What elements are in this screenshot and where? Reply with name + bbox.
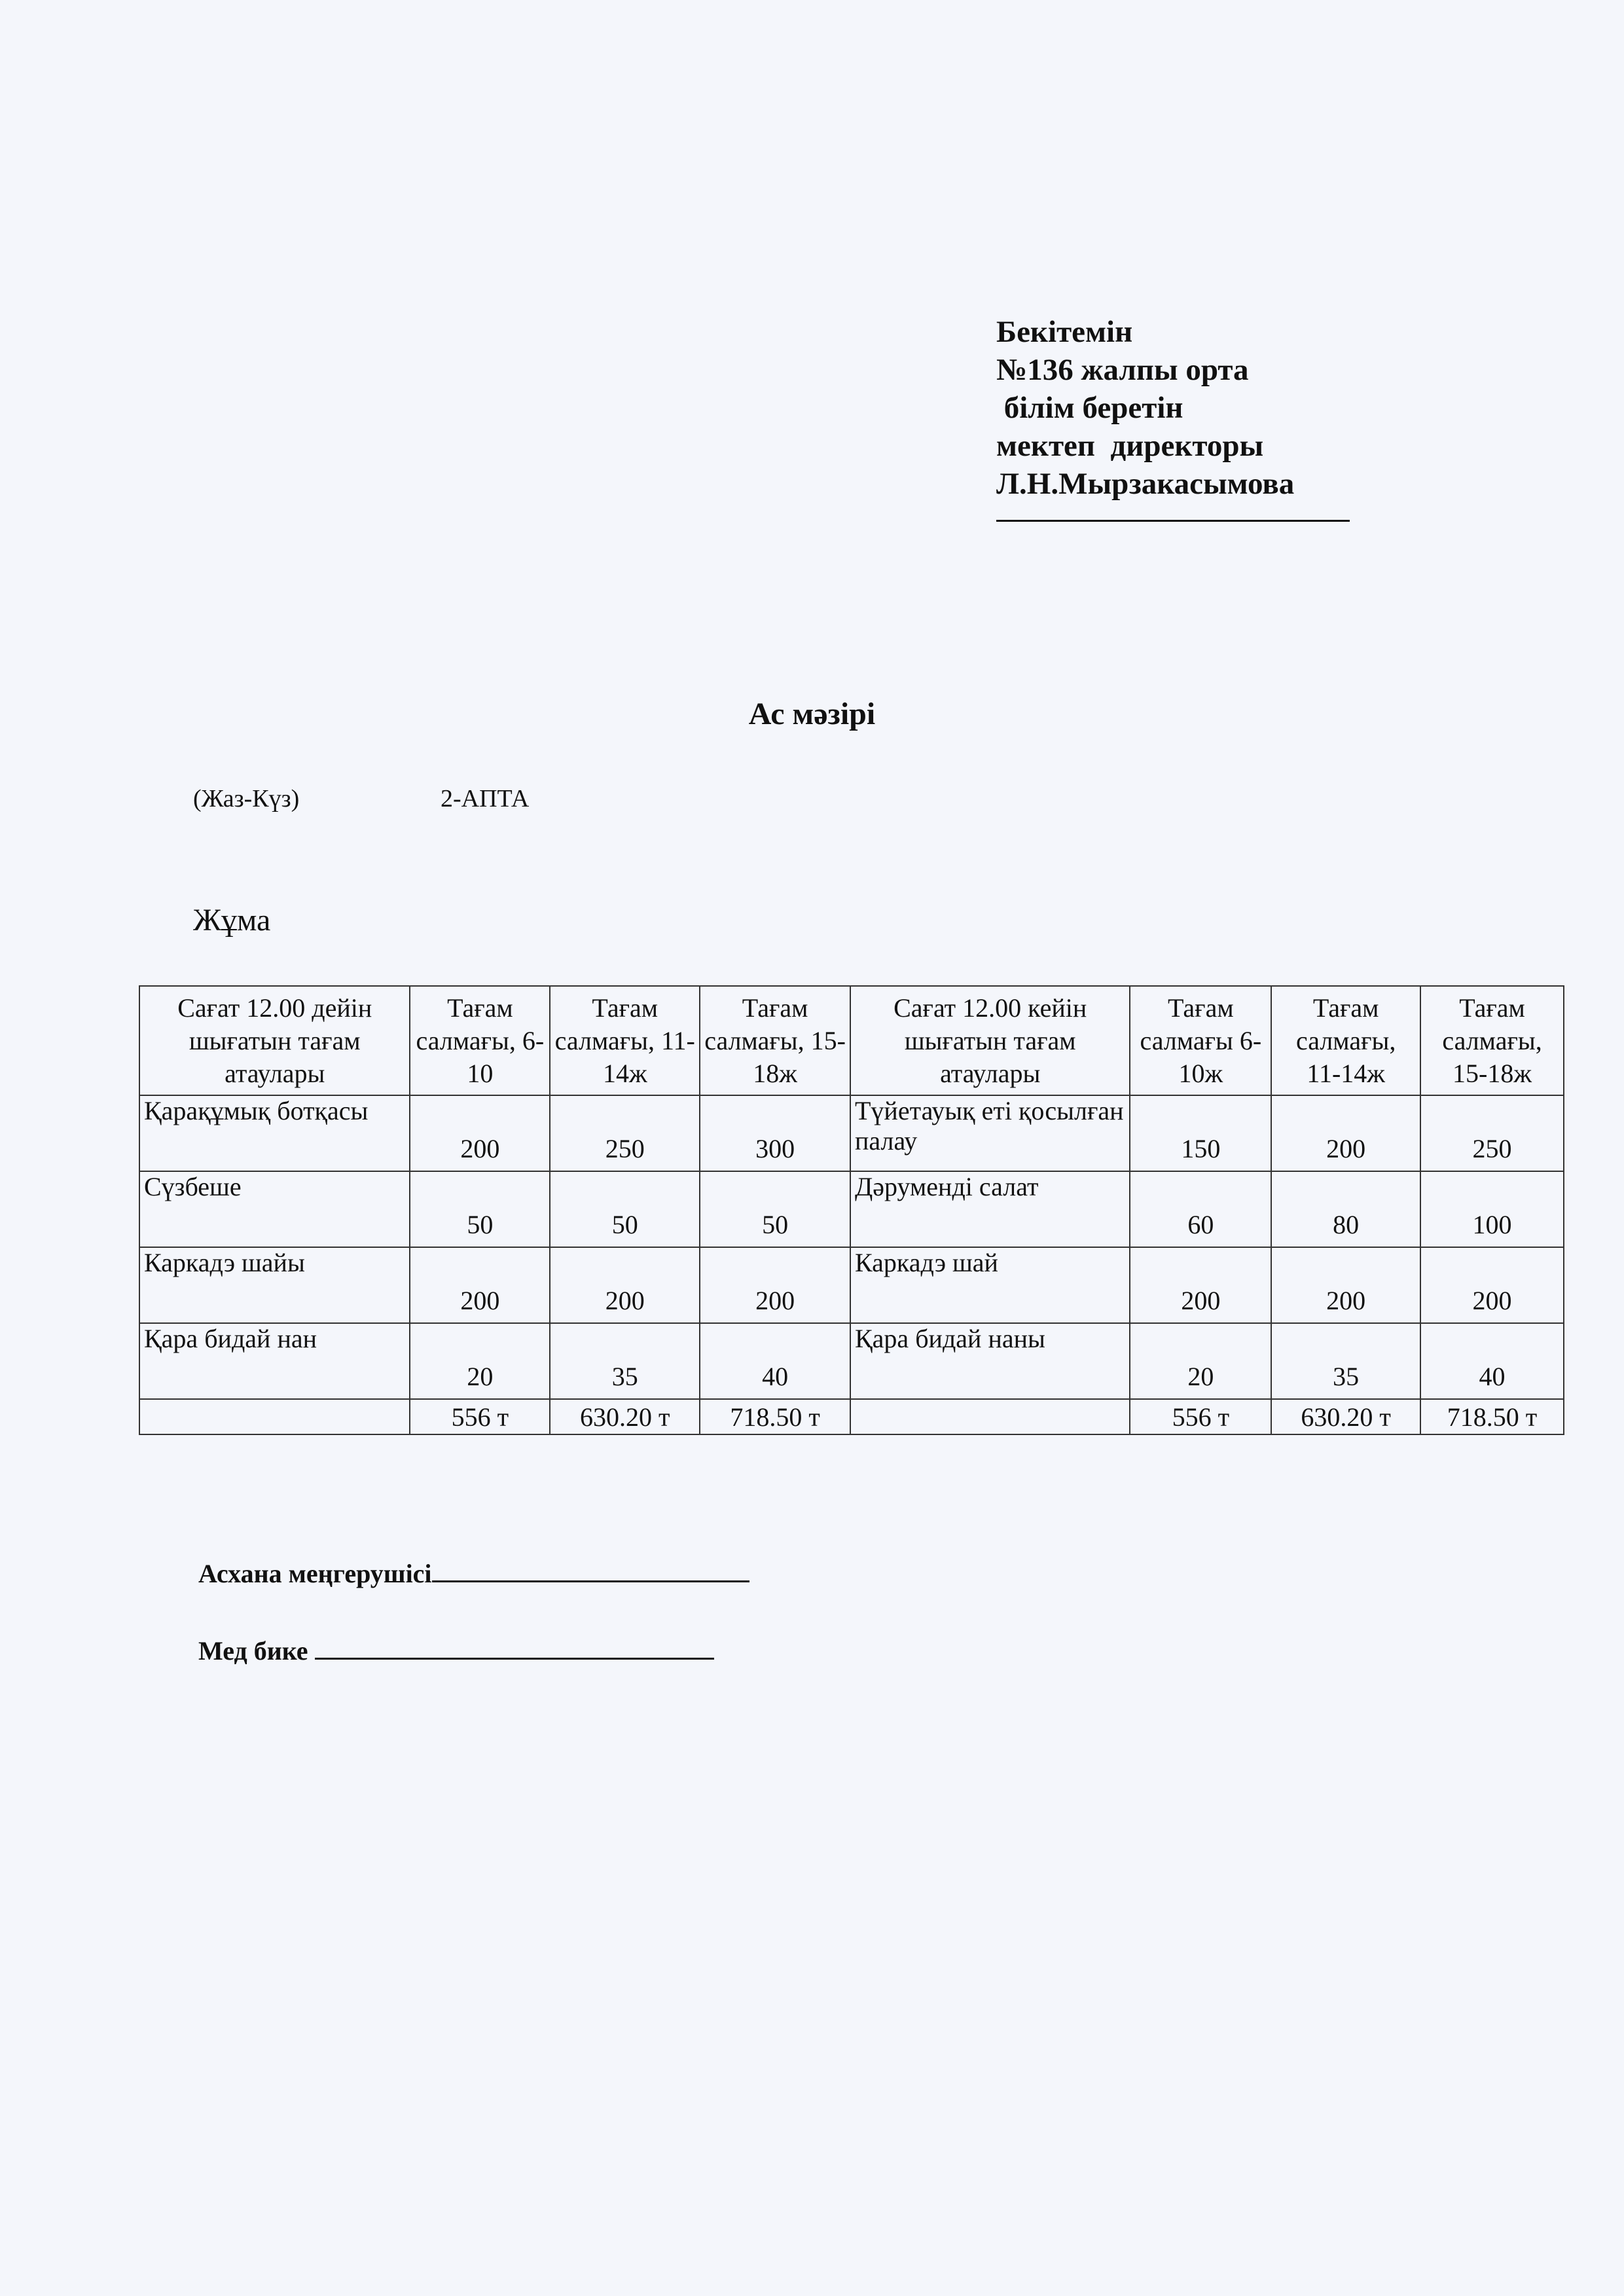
season-label: (Жаз-Күз) — [193, 785, 300, 812]
portion-weight: 40 — [1420, 1323, 1564, 1399]
portion-weight: 200 — [1271, 1095, 1420, 1171]
total-cell: 630.20 т — [550, 1399, 700, 1434]
portion-weight: 35 — [550, 1323, 700, 1399]
total-cell: 718.50 т — [700, 1399, 850, 1434]
approval-line: №136 жалпы орта — [996, 353, 1249, 387]
table-row — [139, 1247, 1564, 1323]
approval-block — [996, 313, 1350, 522]
portion-weight: 200 — [410, 1247, 550, 1323]
portion-weight: 200 — [1271, 1247, 1420, 1323]
dish-name: Қара бидай наны — [850, 1323, 1130, 1399]
table-row — [139, 1323, 1564, 1399]
table-row — [139, 1095, 1564, 1171]
column-header: Сағат 12.00 дейін шығатын тағам атаулары — [139, 986, 410, 1095]
dish-name: Каркадэ шайы — [139, 1247, 410, 1323]
portion-weight: 80 — [1271, 1171, 1420, 1247]
portion-weight: 250 — [550, 1095, 700, 1171]
total-cell: 556 т — [1130, 1399, 1271, 1434]
portion-weight: 200 — [550, 1247, 700, 1323]
portion-weight: 200 — [1420, 1247, 1564, 1323]
approval-line: мектеп директоры — [996, 429, 1264, 463]
dish-name: Түйетауық еті қосылған палау — [850, 1095, 1130, 1171]
signature-line — [432, 1561, 749, 1582]
day-label: Жұма — [193, 903, 271, 938]
week-label: 2-АПТА — [441, 785, 530, 812]
dish-name: Қара бидай нан — [139, 1323, 410, 1399]
column-header: Тағам салмағы, 11-14ж — [550, 986, 700, 1095]
column-header: Тағам салмағы, 15-18ж — [700, 986, 850, 1095]
portion-weight: 150 — [1130, 1095, 1271, 1171]
total-cell — [850, 1399, 1130, 1434]
dish-name: Сүзбеше — [139, 1171, 410, 1247]
portion-weight: 40 — [700, 1323, 850, 1399]
column-header: Тағам салмағы, 11-14ж — [1271, 986, 1420, 1095]
portion-weight: 300 — [700, 1095, 850, 1171]
signature-line — [315, 1638, 714, 1660]
column-header: Сағат 12.00 кейін шығатын тағам атаулары — [850, 986, 1130, 1095]
portion-weight: 100 — [1420, 1171, 1564, 1247]
table-header-row — [139, 986, 1564, 1095]
column-header: Тағам салмағы 6-10ж — [1130, 986, 1271, 1095]
portion-weight: 200 — [410, 1095, 550, 1171]
portion-weight: 250 — [1420, 1095, 1564, 1171]
menu-table — [139, 985, 1564, 1435]
portion-weight: 20 — [410, 1323, 550, 1399]
portion-weight: 50 — [550, 1171, 700, 1247]
portion-weight: 50 — [700, 1171, 850, 1247]
portion-weight: 20 — [1130, 1323, 1271, 1399]
portion-weight: 200 — [700, 1247, 850, 1323]
total-cell: 718.50 т — [1420, 1399, 1564, 1434]
portion-weight: 200 — [1130, 1247, 1271, 1323]
nurse-signature — [198, 1635, 714, 1666]
column-header: Тағам салмағы, 15-18ж — [1420, 986, 1564, 1095]
dish-name: Қарақұмық ботқасы — [139, 1095, 410, 1171]
director-name: Л.Н.Мырзакасымова — [996, 467, 1295, 501]
portion-weight: 35 — [1271, 1323, 1420, 1399]
column-header: Тағам салмағы, 6-10 — [410, 986, 550, 1095]
approval-line: Бекітемін — [996, 315, 1133, 349]
dish-name: Каркадэ шай — [850, 1247, 1130, 1323]
kitchen-head-label: Асхана меңгерушісі — [198, 1559, 432, 1588]
portion-weight: 50 — [410, 1171, 550, 1247]
page-title: Ас мәзірі — [748, 697, 876, 731]
total-cell — [139, 1399, 410, 1434]
totals-row — [139, 1399, 1564, 1434]
table-row — [139, 1171, 1564, 1247]
signature-line — [996, 507, 1350, 522]
total-cell: 556 т — [410, 1399, 550, 1434]
total-cell: 630.20 т — [1271, 1399, 1420, 1434]
nurse-label: Мед бике — [198, 1636, 315, 1666]
approval-line: білім беретін — [996, 391, 1183, 425]
dish-name: Дәруменді салат — [850, 1171, 1130, 1247]
kitchen-head-signature — [198, 1558, 749, 1589]
portion-weight: 60 — [1130, 1171, 1271, 1247]
